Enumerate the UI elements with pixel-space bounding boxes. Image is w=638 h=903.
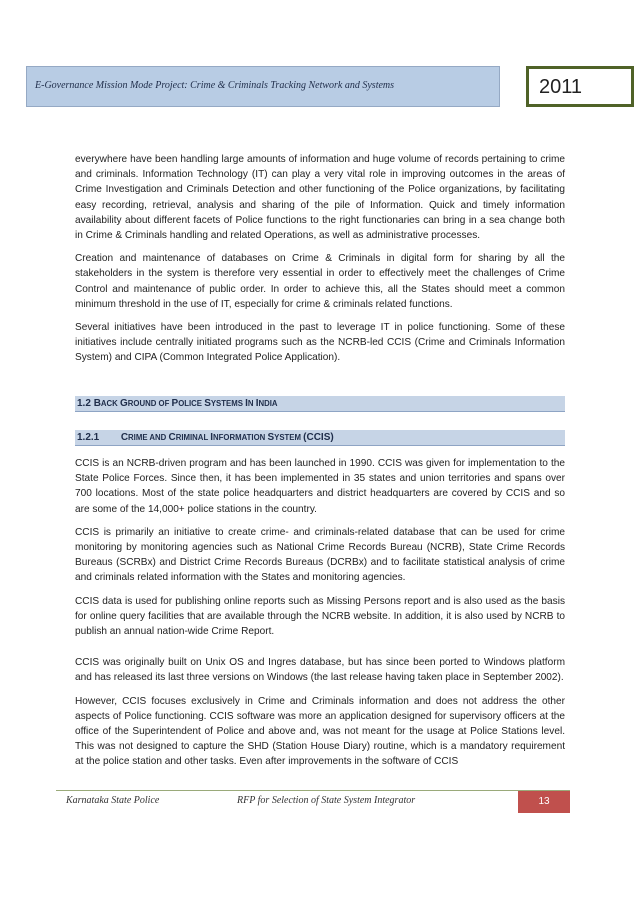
paragraph: CCIS data is used for publishing online reports such as Missing Persons report and is also used as the basis for online query facilities that are available through the NCRB website. In addition, it is also used by NCRB to publish an annual nation-wide Crime Report.: [75, 595, 565, 638]
title-part: NDIA: [258, 399, 278, 408]
title-part: P: [171, 398, 179, 409]
paragraph: However, CCIS focuses exclusively in Crime and Criminals information and does not address the other aspects of Police functioning. CCIS software was more an application designed for supervisory officers at the office of the Superintendent of Police and above and, was not meant for the usage at Police Stations level. This was not designed to capture the SHD (Station House Diary) routine, which is a mandatory requirement at the police station and other tasks. Even after improvements in the software of CCIS: [75, 695, 565, 768]
paragraph: CCIS is primarily an initiative to create crime- and criminals-related database that can be used for crime monitoring by monitoring agencies such as National Crime Records Bureau (NCRB), State Crime Records Bureaus (SCRBx) and District Crime Records Bureaus (DCRBx) and to facilitate statistical analysis of crime and criminals related information with the States and monitoring agencies.: [75, 526, 565, 584]
title-part: OLICE: [178, 399, 205, 408]
title-part: ROUND OF: [127, 399, 172, 408]
header-year-box: [526, 66, 634, 107]
page-header: [26, 66, 610, 107]
section-title: [94, 398, 278, 409]
title-part: RIME AND: [128, 433, 169, 442]
title-part: ACK: [100, 399, 120, 408]
page-footer: [56, 791, 570, 813]
body-bottom: [75, 456, 565, 778]
paragraph: Creation and maintenance of databases on Crime & Criminals in digital form for sharing by all the stakeholders in the system is therefore very essential in order to effectively meet the challenges of Crime Control and maintenance of public order. In order to achieve this, all the States should meet a common minimum threshold in the use of IT, especially for crime & criminals related functions.: [75, 253, 565, 310]
title-part: NFORMATION: [213, 433, 268, 442]
title-part: I: [255, 398, 259, 409]
title-part: S: [267, 432, 275, 443]
title-part: B: [93, 398, 101, 409]
title-part: I: [245, 398, 248, 409]
title-part: YSTEM: [274, 433, 304, 442]
title-part: I: [210, 432, 214, 443]
page-number: 13: [518, 791, 570, 813]
title-part: (CCIS): [303, 432, 334, 443]
section-number: 1.2.1: [77, 432, 100, 443]
section-heading-1-2: [75, 396, 565, 412]
title-part: C: [120, 432, 129, 443]
paragraph: everywhere have been handling large amounts of information and huge volume of records pertaining to crime and criminals. Information Technology (IT) can play a very vital role in improving outcomes in the areas of Crime Investigation and Criminals Detection and other functioning of the Police organizations, by facilitating easy recording, retrieval, analysis and sharing of the pile of Information. Quick and timely information availability about different facets of Police functions to the right functionaries can bring in a sea change both in Crime & Criminals handling and related Operations, as well as administrative processes.: [75, 154, 565, 242]
title-part: G: [119, 398, 128, 409]
paragraph: CCIS was originally built on Unix OS and Ingres database, but has since been ported to Windows platform and has released its last three versions on Windows (the last release having taken place in September 2002).: [75, 657, 565, 684]
title-part: C: [168, 432, 176, 443]
section-number: 1.2: [77, 398, 91, 409]
footer-organization: Karnataka State Police: [66, 795, 160, 806]
header-title: E-Governance Mission Mode Project: Crime & Criminals Tracking Network and Systems: [35, 80, 395, 91]
body-top: [75, 152, 565, 374]
paragraph: Several initiatives have been introduced in the past to leverage IT in police functioning. Some of these initiatives include centrally initiated programs such as the NCRB-led CCIS (Crime and Criminals Information System) and CIPA (Common Integrated Police Application).: [75, 322, 565, 364]
footer-document-title: RFP for Selection of State System Integrator: [237, 795, 416, 806]
title-part: RIMINAL: [175, 433, 211, 442]
paragraph: CCIS is an NCRB-driven program and has been launched in 1990. CCIS was given for implementation to the State Police Forces. Since then, it has been implemented in 35 states and union territories and spans over 700 locations. Most of the state police headquarters and district headquarters are covered by CCIS and so are some of the 14,000+ police stations in the country.: [75, 458, 565, 515]
title-part: N: [247, 399, 256, 408]
title-part: S: [204, 398, 211, 409]
section-heading-1-2-1: [75, 430, 565, 446]
section-title: [121, 432, 334, 443]
title-part: YSTEMS: [210, 399, 246, 408]
header-title-box: [26, 66, 500, 107]
header-year: 2011: [539, 76, 583, 98]
